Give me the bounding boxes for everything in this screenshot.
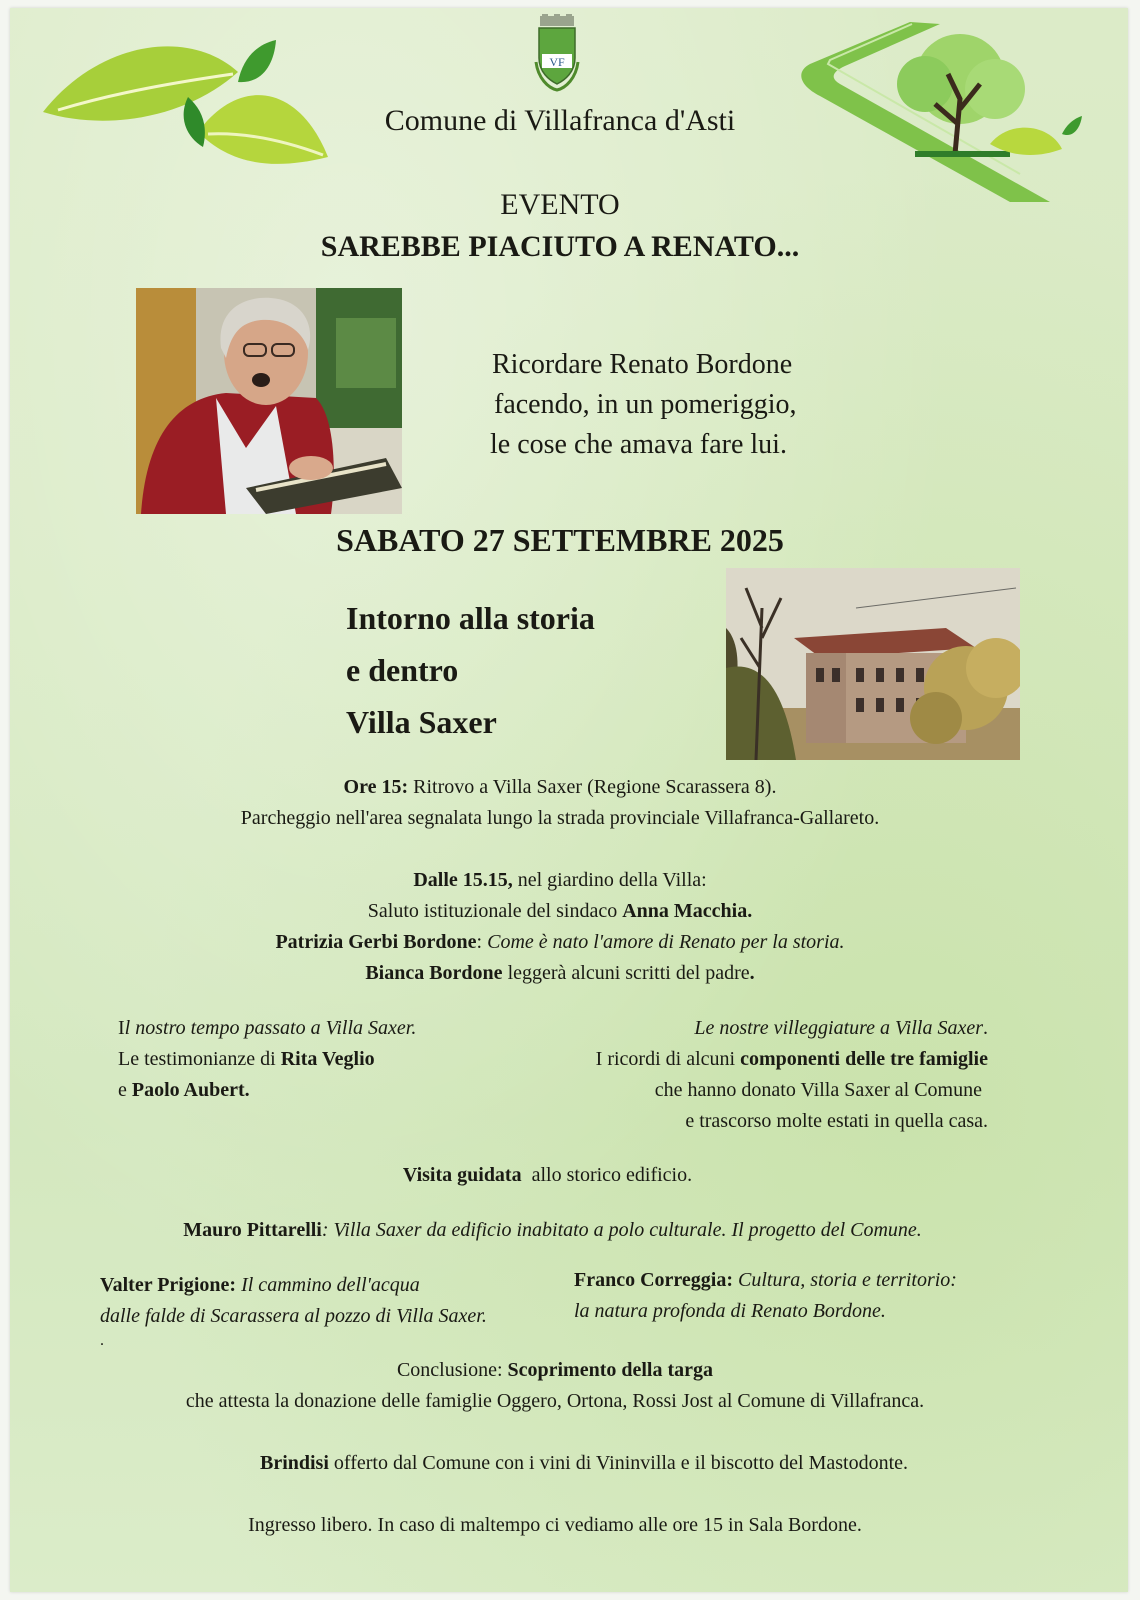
subtitle-block — [346, 592, 595, 748]
event-title: SAREBBE PIACIUTO A RENATO... — [320, 230, 800, 263]
right-line-1-end: . — [983, 1017, 988, 1039]
crest-letters: VF — [549, 55, 565, 69]
speaker2-name: Bianca Bordone — [365, 962, 503, 984]
visit-text: allo storico edificio. — [521, 1164, 693, 1186]
speaker1-talk: Come è nato l'amore di Renato per la storia. — [487, 931, 845, 953]
prigione-line-1 — [100, 1270, 487, 1301]
speaker1-sep: : — [476, 931, 488, 953]
left-line-3 — [118, 1075, 416, 1106]
intro-line-1: Ricordare Renato Bordone — [492, 349, 793, 380]
prigione-dot: . — [100, 1332, 104, 1349]
garden-place: nel giardino della Villa: — [512, 869, 707, 891]
speaker2-end: . — [749, 962, 755, 984]
left-line-3-name: Paolo Aubert. — [131, 1079, 250, 1101]
pittarelli-talk: Villa Saxer da edificio inabitato a polo culturale. Il progetto del Comune. — [328, 1219, 922, 1241]
left-line-2-text: Le testimonianze di — [118, 1048, 281, 1070]
footer-line: Ingresso libero. In caso di maltempo ci vediamo alle ore 15 in Sala Bordone. — [248, 1514, 862, 1536]
renato-photo — [136, 288, 402, 514]
right-line-3: che hanno donato Villa Saxer al Comune — [654, 1079, 982, 1101]
conclusion-line — [10, 1355, 1100, 1386]
toast-text: offerto dal Comune con i vini di Vininvilla e il biscotto del Mastodonte. — [328, 1452, 908, 1474]
parking-line: Parcheggio nell'area segnalata lungo la strada provinciale Villafranca-Gallareto. — [240, 807, 880, 829]
subtitle-line-2: e dentro — [346, 652, 459, 688]
speaker2-text: leggerà alcuni scritti del padre — [502, 962, 750, 984]
event-label: EVENTO — [500, 188, 620, 221]
right-line-2 — [530, 1044, 988, 1075]
poster — [10, 8, 1128, 1592]
greeting-text: Saluto istituzionale del sindaco — [367, 900, 623, 922]
correggia-line-2 — [574, 1296, 957, 1327]
conclusion-text: che attesta la donazione delle famiglie Oggero, Ortona, Rossi Jost al Comune di Villafranca. — [185, 1390, 925, 1412]
subtitle-line-3: Villa Saxer — [346, 704, 497, 740]
meeting-place: Ritrovo a Villa Saxer (Regione Scarassera 8). — [408, 776, 777, 798]
meeting-time: Ore 15: — [343, 776, 409, 798]
right-line-1-text: Le nostre villeggiature a Villa Saxer — [694, 1017, 983, 1039]
correggia-talk-1: Cultura, storia e territorio: — [733, 1269, 957, 1291]
crest-icon — [530, 14, 584, 94]
visit-bold: Visita guidata — [402, 1164, 522, 1186]
pittarelli-sep: : — [321, 1219, 329, 1241]
prigione-talk-2: dalle falde di Scarassera al pozzo di Villa Saxer. — [100, 1305, 487, 1327]
prigione-line-2 — [100, 1301, 487, 1332]
speaker1-name: Patrizia Gerbi Bordone — [275, 931, 477, 953]
toast-bold: Brindisi — [259, 1452, 329, 1474]
mayor-name: Anna Macchia. — [622, 900, 753, 922]
conclusion-label: Conclusione: — [396, 1359, 508, 1381]
right-line-4: e trascorso molte estati in quella casa. — [685, 1110, 988, 1132]
right-line-1 — [530, 1013, 988, 1044]
leaves-decoration — [38, 22, 338, 172]
garden-time: Dalle 15.15, — [413, 869, 513, 891]
left-line-3-text: e — [118, 1079, 132, 1101]
correggia-block — [574, 1265, 957, 1327]
prigione-block — [100, 1270, 487, 1350]
left-line-1-rest: l nostro tempo passato a Villa Saxer. — [124, 1017, 417, 1039]
right-line-2-text: I ricordi di alcuni — [595, 1048, 741, 1070]
event-date: SABATO 27 SETTEMBRE 2025 — [336, 522, 784, 558]
speaker2-line — [10, 958, 1110, 989]
intro-text — [490, 345, 796, 465]
correggia-name: Franco Correggia: — [574, 1269, 734, 1291]
prigione-talk-1: Il cammino dell'acqua — [236, 1274, 420, 1296]
correggia-line-1 — [574, 1265, 957, 1296]
intro-line-3: le cose che amava fare lui. — [490, 429, 787, 460]
villa-photo — [726, 568, 1020, 760]
garden-time-line — [10, 865, 1110, 896]
subtitle-line-1: Intorno alla storia — [346, 600, 595, 636]
intro-line-2: facendo, in un pomeriggio, — [494, 389, 797, 420]
left-line-2 — [118, 1044, 416, 1075]
right-block — [530, 1013, 988, 1137]
meeting-line — [10, 772, 1110, 803]
visit-line — [10, 1160, 1085, 1191]
left-line-1-initial: I — [118, 1017, 125, 1039]
greeting-line — [10, 896, 1110, 927]
pittarelli-line — [10, 1215, 1095, 1246]
speaker1-line — [10, 927, 1110, 958]
pittarelli-name: Mauro Pittarelli — [183, 1219, 322, 1241]
comune-name: Comune di Villafranca d'Asti — [384, 104, 736, 137]
correggia-talk-2: la natura profonda di Renato Bordone. — [574, 1300, 886, 1322]
left-line-1 — [118, 1013, 416, 1044]
left-block — [118, 1013, 416, 1106]
right-line-2-bold: componenti delle tre famiglie — [740, 1048, 988, 1070]
left-line-2-name: Rita Veglio — [280, 1048, 375, 1070]
tree-road-decoration — [800, 14, 1090, 214]
toast-line — [10, 1448, 1128, 1479]
prigione-name: Valter Prigione: — [100, 1274, 237, 1296]
conclusion-bold: Scoprimento della targa — [507, 1359, 714, 1381]
